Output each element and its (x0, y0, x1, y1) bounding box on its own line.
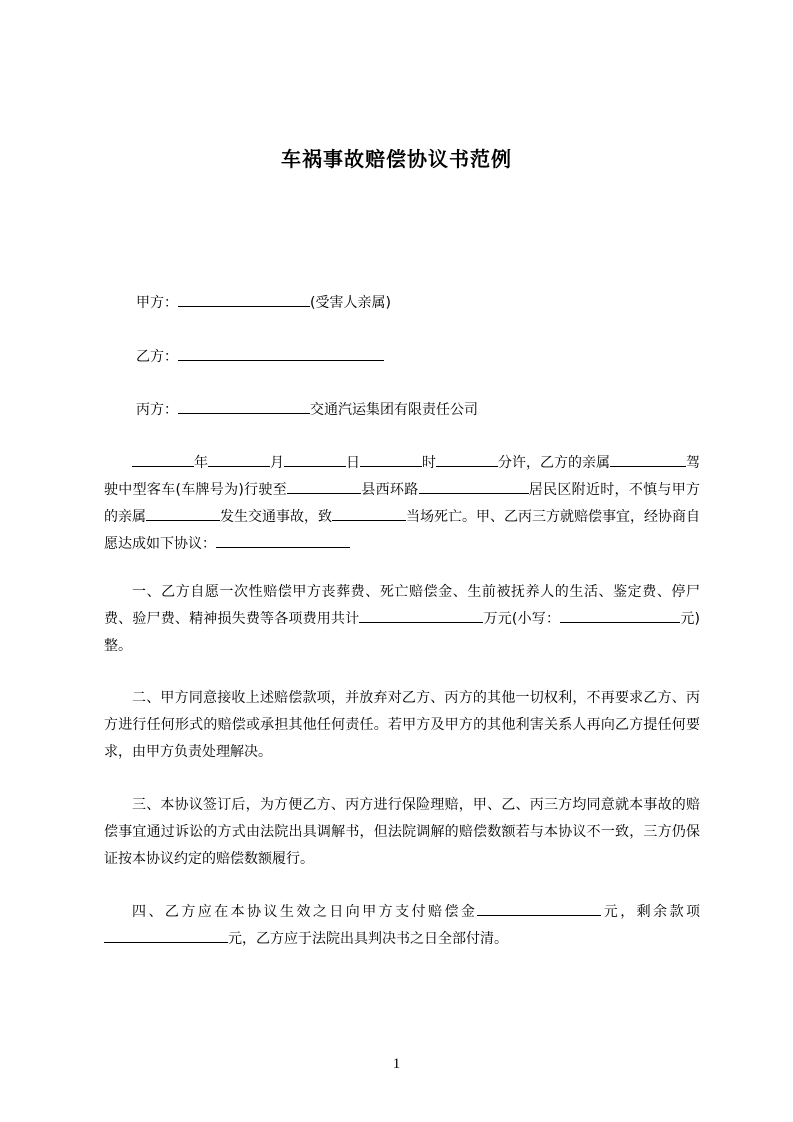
day-blank[interactable] (284, 452, 346, 467)
residential-text: 居民区附近时，不慎与甲方的亲属 (104, 482, 701, 525)
death-text: 当场死亡。甲、乙丙三方就赔偿事宜，经协商自愿达成如下协议： (104, 509, 700, 552)
hour-text: 时 (422, 455, 436, 471)
clause-1-text-a: 一、乙方自愿一次性赔偿甲方丧葬费、死亡赔偿金、生前被抚养人的生活、鉴定费、停尸费、验尸费、精神损失费等各项费用共计 (104, 584, 700, 627)
month-text: 月 (270, 455, 284, 471)
minute-blank[interactable] (436, 452, 498, 467)
county-text: 县西环路 (361, 482, 419, 498)
clause-1-lowercase-blank[interactable] (560, 608, 680, 623)
relative-blank[interactable] (610, 452, 686, 467)
party-c-name: 交通汽运集团有限责任公司 (310, 402, 478, 418)
clause-1-text-c: 元)整。 (104, 611, 700, 654)
party-c-label: 丙方： (136, 402, 178, 418)
year-blank[interactable] (132, 452, 194, 467)
intro-paragraph (104, 450, 700, 558)
party-a-line (136, 292, 391, 313)
clause-4 (104, 899, 700, 953)
minute-text: 分许，乙方的亲属 (498, 455, 610, 471)
clause-4-payment-blank[interactable] (477, 901, 601, 916)
document-title: 车祸事故赔偿协议书范例 (281, 147, 512, 171)
clause-3-text: 三、本协议签订后，为方便乙方、丙方进行保险理赔，甲、乙、丙三方均同意就本事故的赔偿事宜通过诉讼的方式由法院出具调解书，但法院调解的赔偿数额若与本协议不一致，三方仍保证按本协议约定的赔偿数额履行。 (104, 797, 700, 867)
hour-blank[interactable] (360, 452, 422, 467)
party-b-label: 乙方： (136, 349, 178, 365)
page-number: 1 (392, 1056, 401, 1072)
party-c-line (136, 399, 478, 420)
party-c-blank[interactable] (178, 399, 310, 414)
year-text: 年 (194, 455, 208, 471)
victim-relative-blank[interactable] (146, 506, 220, 521)
drive-text: 驾驶中型客车(车牌号为)行驶至 (104, 455, 700, 498)
county-blank[interactable] (287, 479, 361, 494)
clause-2-text: 二、甲方同意接收上述赔偿款项，并放弃对乙方、丙方的其他一切权利，不再要求乙方、丙方进行任何形式的赔偿或承担其他任何责任。若甲方及甲方的其他利害关系人再向乙方提任何要求，由甲方负责处理解决。 (104, 690, 700, 760)
month-blank[interactable] (208, 452, 270, 467)
clause-1-text-b: 万元(小写： (483, 611, 561, 627)
clause-4-text-a: 四、乙方应在本协议生效之日向甲方支付赔偿金 (132, 904, 478, 920)
accident-text: 发生交通事故，致 (220, 509, 332, 525)
party-a-blank[interactable] (178, 292, 310, 307)
party-b-line (136, 346, 384, 367)
clause-1 (104, 579, 700, 660)
clause-4-text-c: 元，乙方应于法院出具判决书之日全部付清。 (228, 931, 508, 947)
clause-1-amount-blank[interactable] (359, 608, 483, 623)
road-blank[interactable] (419, 479, 529, 494)
intro-end-blank[interactable] (216, 533, 350, 548)
party-a-label: 甲方： (136, 295, 178, 311)
party-b-blank[interactable] (178, 346, 384, 361)
clause-3 (104, 792, 700, 873)
deceased-blank[interactable] (332, 506, 406, 521)
clause-2 (104, 685, 700, 766)
day-text: 日 (346, 455, 360, 471)
clause-4-remaining-blank[interactable] (104, 928, 228, 943)
party-a-note: (受害人亲属) (310, 295, 391, 311)
clause-4-text-b: 元，剩余款项 (601, 904, 701, 920)
